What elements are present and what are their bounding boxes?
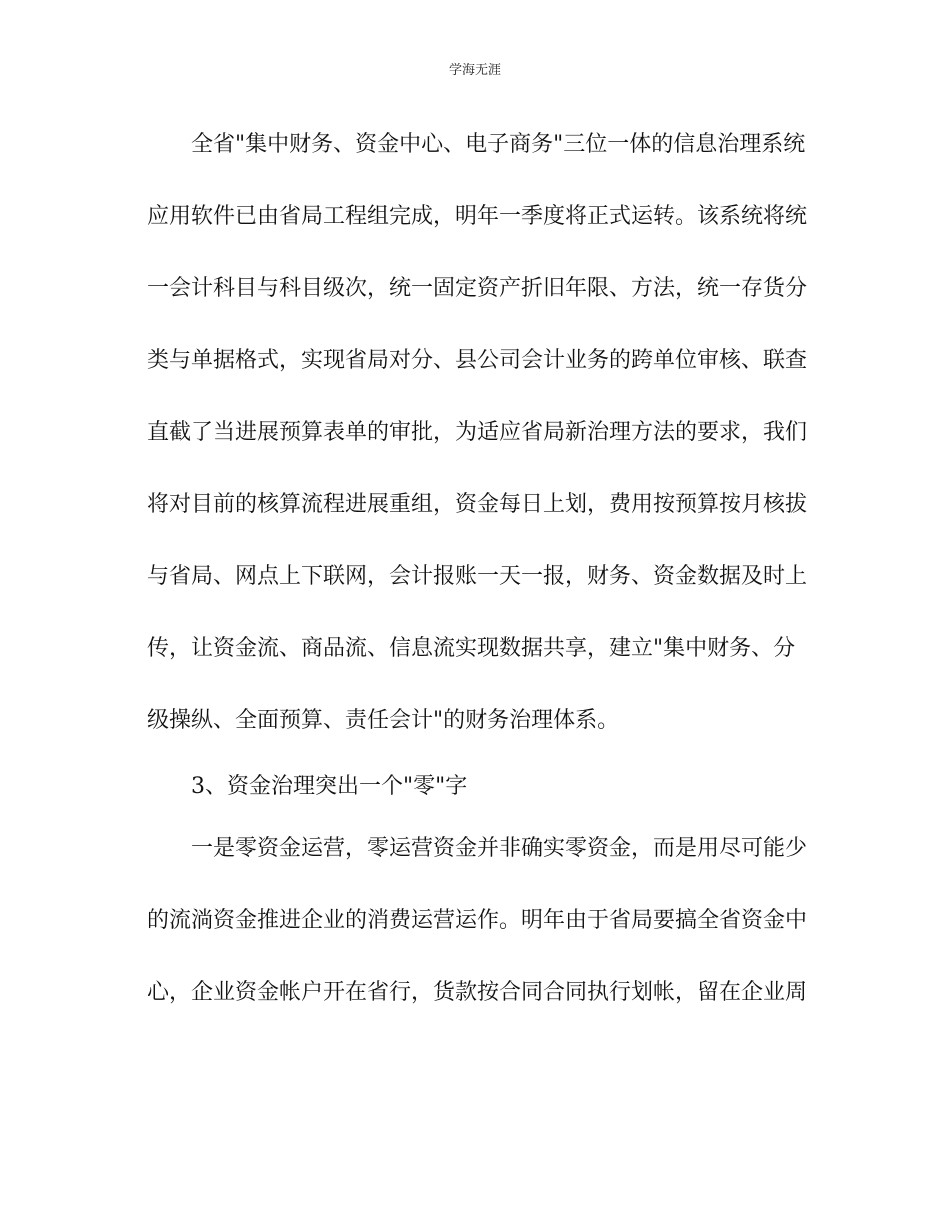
section-heading: 3、资金治理突出一个"零"字 (191, 774, 468, 799)
paragraph-line: 传，让资金流、商品流、信息流实现数据共享，建立"集中财务、分 (147, 636, 796, 661)
paragraph-line: 应用软件已由省局工程组完成，明年一季度将正式运转。该系统将统 (147, 204, 808, 229)
paragraph-line: 一会计科目与科目级次，统一固定资产折旧年限、方法，统一存货分 (147, 276, 808, 301)
paragraph-line: 级操纵、全面预算、责任会计"的财务治理体系。 (147, 708, 620, 733)
paragraph-line: 直截了当进展预算表单的审批，为适应省局新治理方法的要求，我们 (147, 420, 808, 445)
paragraph-line: 一是零资金运营，零运营资金并非确实零资金，而是用尽可能少 (191, 836, 808, 861)
paragraph-line: 心，企业资金帐户开在省行，货款按合同合同执行划帐，留在企业周 (147, 980, 808, 1005)
paragraph-line: 将对目前的核算流程进展重组，资金每日上划，费用按预算按月核拔 (147, 492, 808, 517)
page-header: 学海无涯 (448, 63, 501, 78)
paragraph-line: 类与单据格式，实现省局对分、县公司会计业务的跨单位审核、联查 (147, 348, 808, 373)
paragraph-line: 的流淌资金推进企业的消费运营运作。明年由于省局要搞全省资金中 (147, 908, 808, 933)
paragraph-line: 与省局、网点上下联网，会计报账一天一报，财务、资金数据及时上 (147, 564, 808, 589)
paragraph-line: 全省"集中财务、资金中心、电子商务"三位一体的信息治理系统 (191, 132, 806, 157)
